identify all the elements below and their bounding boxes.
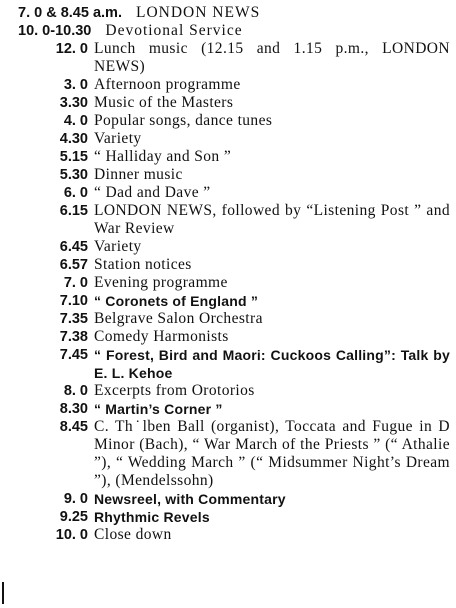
schedule-program: Popular songs, dance tunes bbox=[94, 112, 273, 129]
schedule-program: Afternoon programme bbox=[94, 76, 241, 93]
schedule-time: 7. 0 bbox=[63, 275, 88, 291]
schedule-row bbox=[6, 274, 450, 292]
schedule-program: Newsreel, with Commentary bbox=[94, 491, 286, 507]
schedule-row bbox=[6, 238, 450, 256]
schedule-program: Lunch music (12.15 and 1.15 p.m., LONDON NEWS) bbox=[94, 40, 450, 75]
schedule-time: 3. 0 bbox=[63, 77, 88, 93]
schedule-row bbox=[6, 490, 450, 508]
schedule-program: Belgrave Salon Orchestra bbox=[94, 310, 263, 327]
schedule-time: 12. 0 bbox=[55, 41, 88, 57]
schedule-time: 4.30 bbox=[59, 131, 88, 147]
schedule-time: 5.30 bbox=[59, 167, 88, 183]
schedule-time: 6.15 bbox=[59, 203, 88, 219]
schedule-row bbox=[6, 310, 450, 328]
schedule-time: 7.10 bbox=[59, 293, 88, 309]
schedule-program: Close down bbox=[94, 526, 172, 543]
schedule-row bbox=[6, 94, 450, 112]
schedule-time: 4. 0 bbox=[63, 113, 88, 129]
schedule-program: Comedy Harmonists bbox=[94, 328, 229, 345]
schedule-row bbox=[6, 40, 450, 76]
schedule-row bbox=[6, 526, 450, 544]
schedule-row bbox=[6, 130, 450, 148]
schedule-program: Variety bbox=[94, 130, 142, 147]
margin-rule bbox=[2, 582, 4, 604]
schedule-program: C. Th˙lben Ball (organist), Toccata and Fugue in D Minor (Bach), “ War March of the Priests ” (“ Athalie ”), “ Wedding March ” (“ Midsummer Night’s Dream ”), (Mendelssohn) bbox=[94, 418, 450, 489]
schedule-time: 6. 0 bbox=[63, 185, 88, 201]
schedule-time: 5.15 bbox=[59, 149, 88, 165]
schedule-time: 7.38 bbox=[59, 329, 88, 345]
schedule-row bbox=[6, 418, 450, 490]
schedule-time: 7.35 bbox=[59, 311, 88, 327]
schedule-program: Evening programme bbox=[94, 274, 228, 291]
schedule-program: “ Coronets of England ” bbox=[94, 293, 259, 309]
schedule-time: 7.45 bbox=[59, 347, 88, 363]
schedule-time: 8.30 bbox=[59, 401, 88, 417]
schedule-program: Excerpts from Orotorios bbox=[94, 382, 255, 399]
schedule-row bbox=[6, 292, 450, 310]
schedule-program: Station notices bbox=[94, 256, 192, 273]
schedule-row bbox=[6, 166, 450, 184]
schedule-program: “ Forest, Bird and Maori: Cuckoos Calling”: Talk by E. L. Kehoe bbox=[94, 347, 450, 381]
schedule-row bbox=[6, 382, 450, 400]
schedule-time: 10. 0-10.30 bbox=[18, 23, 92, 39]
schedule-row bbox=[6, 112, 450, 130]
schedule-program: Variety bbox=[94, 238, 142, 255]
schedule-row bbox=[6, 184, 450, 202]
schedule-row bbox=[6, 346, 450, 382]
schedule-time: 7. 0 & 8.45 a.m. bbox=[18, 5, 122, 21]
schedule-row bbox=[6, 256, 450, 274]
schedule-program: “ Martin’s Corner ” bbox=[94, 401, 223, 417]
schedule-time: 9.25 bbox=[59, 509, 88, 525]
schedule-program: “ Dad and Dave ” bbox=[94, 184, 211, 201]
schedule-program: Music of the Masters bbox=[94, 94, 234, 111]
radio-schedule bbox=[6, 4, 450, 544]
schedule-program: Devotional Service bbox=[105, 22, 243, 39]
schedule-time: 6.45 bbox=[59, 239, 88, 255]
schedule-time: 8.45 bbox=[59, 419, 88, 435]
schedule-row bbox=[6, 148, 450, 166]
schedule-time: 6.57 bbox=[59, 257, 88, 273]
schedule-row bbox=[6, 22, 450, 40]
schedule-program: Dinner music bbox=[94, 166, 183, 183]
schedule-row bbox=[6, 328, 450, 346]
schedule-time: 3.30 bbox=[59, 95, 88, 111]
schedule-row bbox=[6, 202, 450, 238]
schedule-time: 8. 0 bbox=[63, 383, 88, 399]
schedule-row bbox=[6, 400, 450, 418]
schedule-program: Rhythmic Revels bbox=[94, 509, 210, 525]
schedule-program: LONDON NEWS, followed by “Listening Post ” and War Review bbox=[94, 202, 450, 237]
schedule-time: 10. 0 bbox=[55, 527, 88, 543]
schedule-row bbox=[6, 508, 450, 526]
schedule-row bbox=[6, 76, 450, 94]
schedule-program: LONDON NEWS bbox=[135, 4, 261, 21]
schedule-row bbox=[6, 4, 450, 22]
schedule-program: “ Halliday and Son ” bbox=[94, 148, 232, 165]
schedule-time: 9. 0 bbox=[63, 491, 88, 507]
